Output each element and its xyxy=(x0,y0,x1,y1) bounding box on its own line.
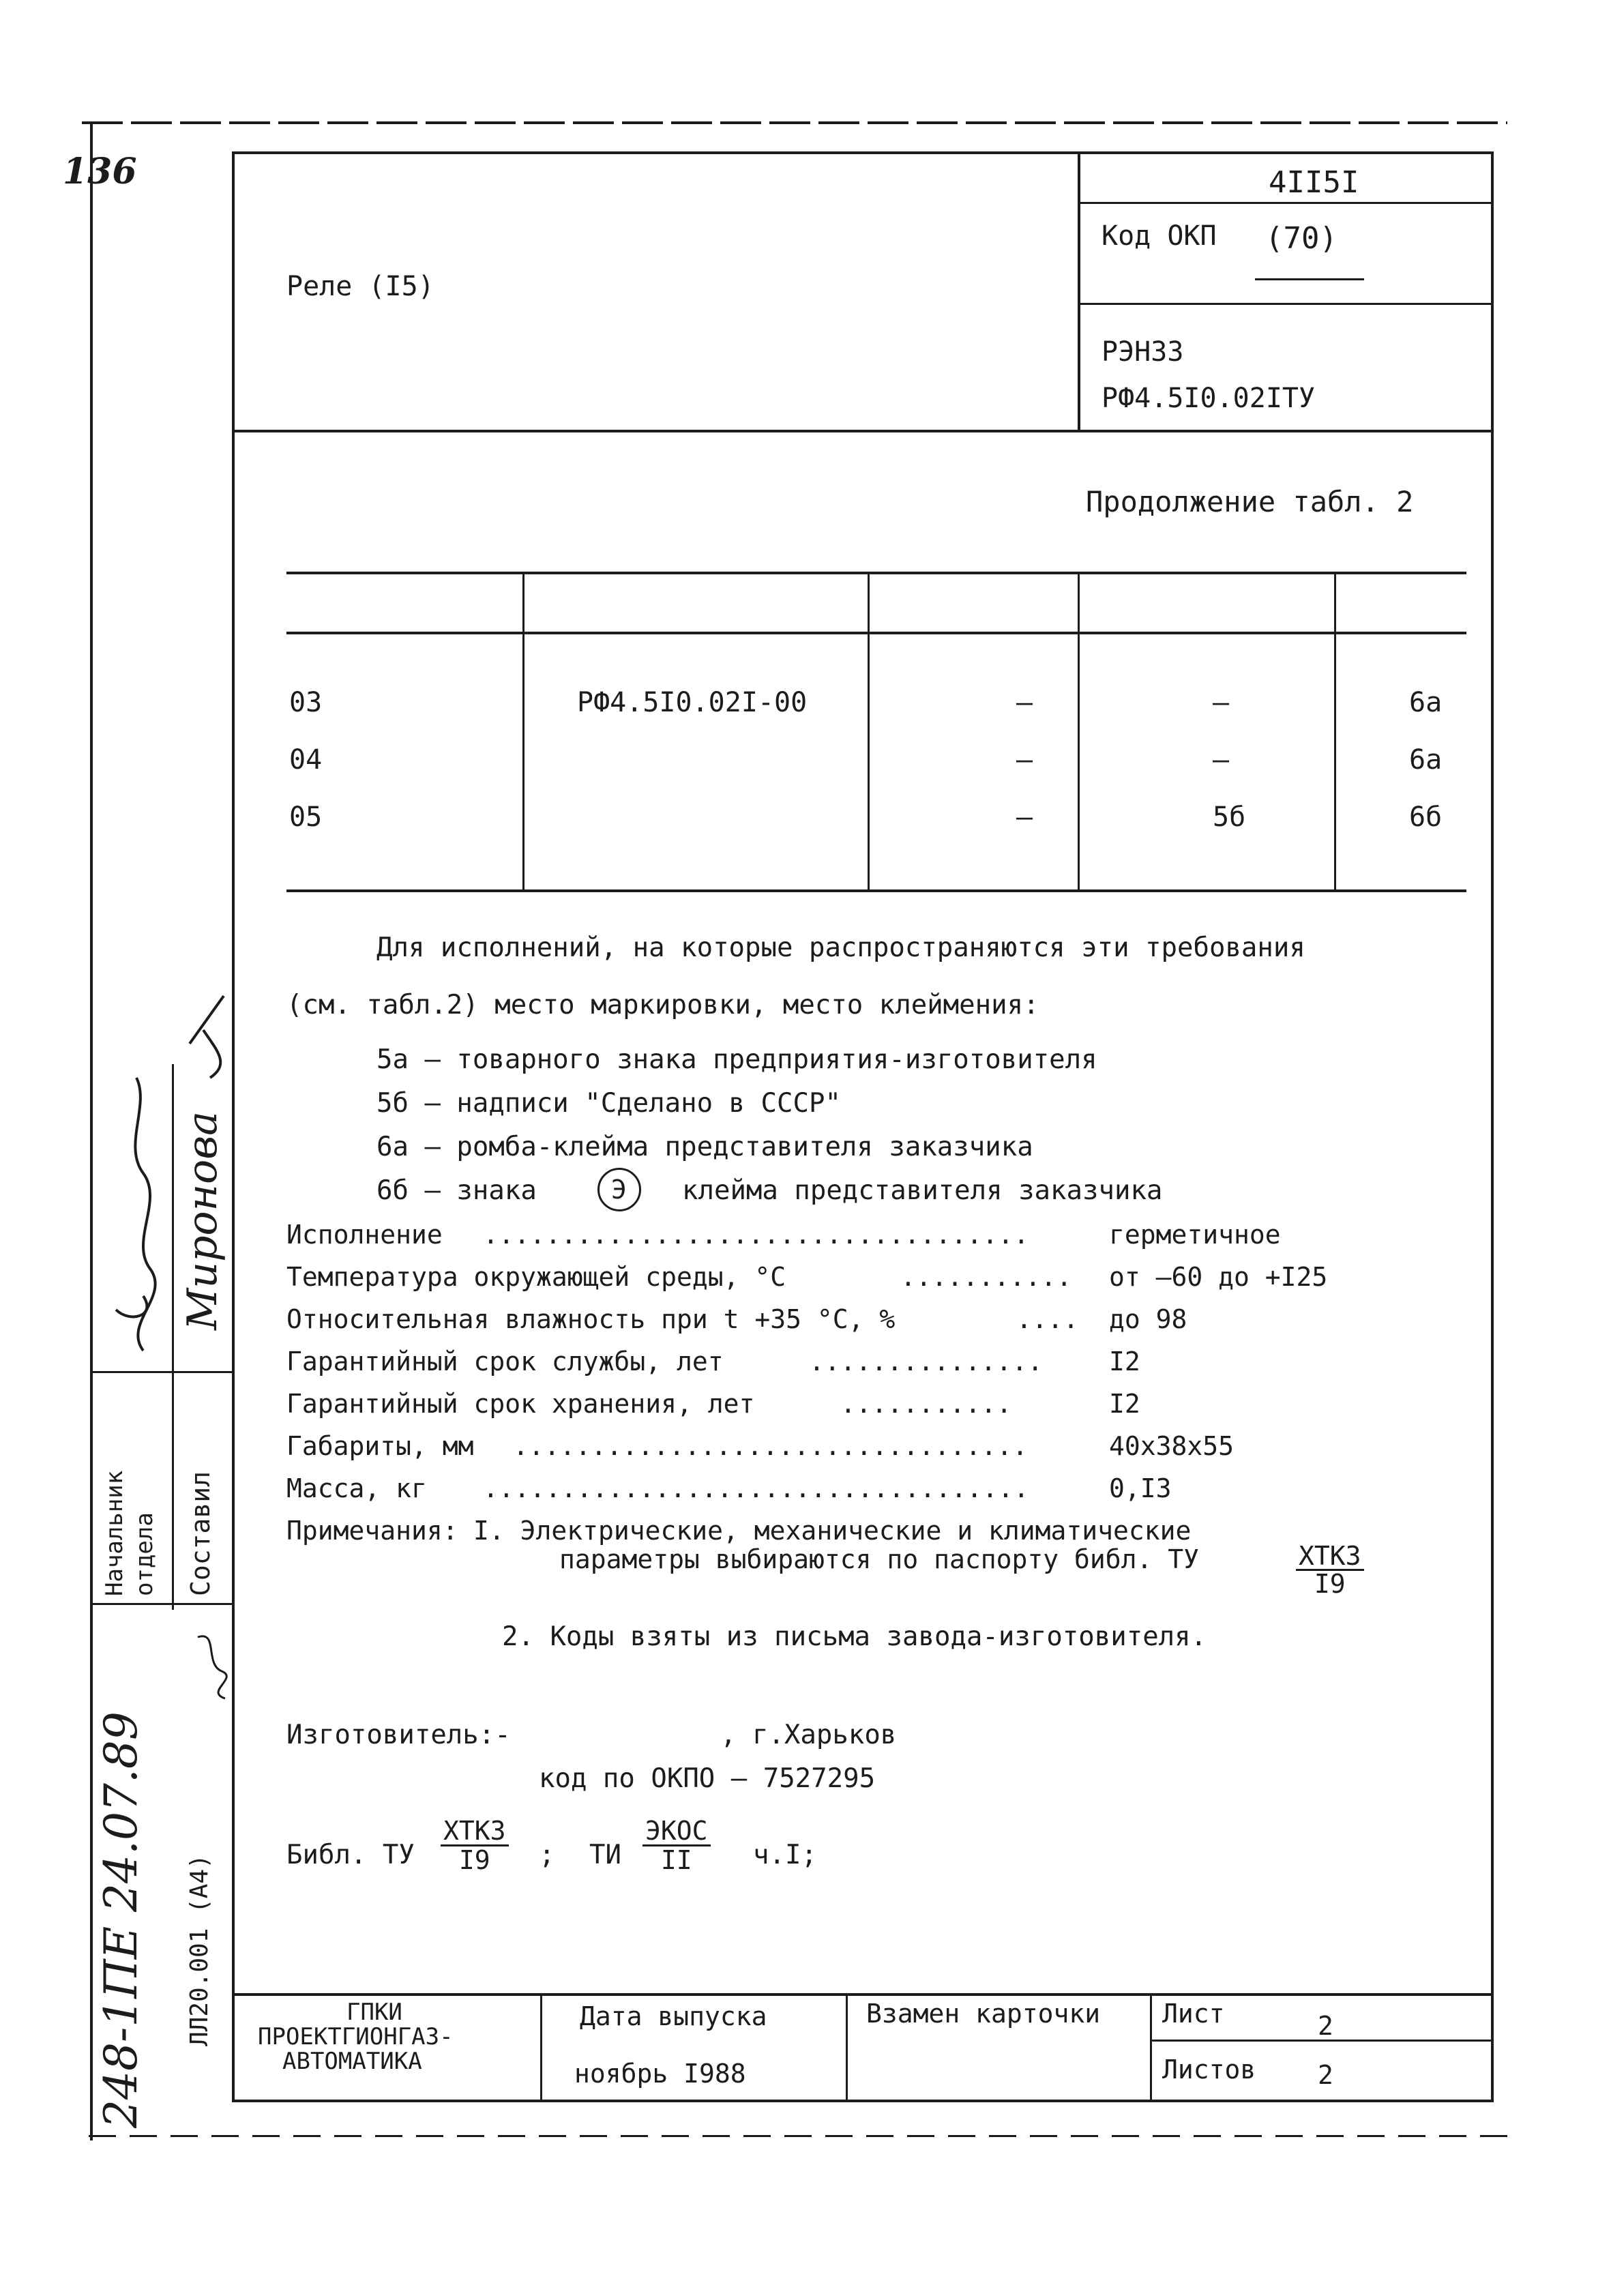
row-col5: 6а xyxy=(1409,687,1443,718)
header-code-line xyxy=(1078,202,1494,204)
fraction-numerator: ЭКОС xyxy=(642,1817,711,1846)
fraction-numerator: ХТКЗ xyxy=(441,1817,509,1846)
footer-replace-label: Взамен карточки xyxy=(866,1999,1101,2029)
note-1-line-2: параметры выбираются по паспорту библ. ТУ xyxy=(559,1544,1199,1574)
footer-org-line-2: ПРОЕКТГИОНГАЗ- xyxy=(258,2023,454,2050)
notes-label: Примечания: xyxy=(286,1516,458,1546)
mark-5a: 5а – товарного знака предприятия-изготовителя xyxy=(376,1044,1097,1075)
table-bottom-line xyxy=(286,889,1466,892)
row-col3: – xyxy=(1016,801,1033,833)
spec-value: I2 xyxy=(1109,1346,1140,1377)
left-border xyxy=(90,121,93,2140)
spec-label: Гарантийный срок службы, лет xyxy=(286,1346,724,1377)
spec-label: Габариты, мм xyxy=(286,1431,474,1461)
spec-value: герметичное xyxy=(1109,1220,1281,1250)
footer-issue-value: ноябрь I988 xyxy=(574,2059,746,2089)
side-chief-label: Начальник отдела xyxy=(101,1470,158,1596)
header-type: РЭН33 xyxy=(1102,336,1184,368)
fraction-numerator: ХТКЗ xyxy=(1296,1543,1364,1571)
row-variant: 03 xyxy=(289,687,323,718)
note-2: 2. Коды взяты из письма завода-изготовителя. xyxy=(502,1621,1207,1652)
header-code: 4II5I xyxy=(1269,165,1359,200)
header-okp-line xyxy=(1078,303,1494,305)
top-dashed-border xyxy=(82,121,1507,124)
manufacturer-okpo: код по ОКПО – 7527295 xyxy=(539,1763,876,1794)
row-variant: 05 xyxy=(289,801,323,833)
footer-sheet-label: Лист xyxy=(1162,1999,1225,2029)
spec-label: Гарантийный срок хранения, лет xyxy=(286,1389,755,1419)
initials-signature xyxy=(191,1623,232,1705)
footer-divider-3 xyxy=(1150,1993,1152,2102)
table-caption: Продолжение табл. 2 xyxy=(1086,485,1414,518)
spec-value: до 98 xyxy=(1109,1304,1187,1334)
bibl-ti-fraction xyxy=(642,1817,711,1874)
side-stamp-divider xyxy=(172,1064,174,1610)
okp-underline xyxy=(1255,278,1364,280)
footer-org-line-3: АВТОМАТИКА xyxy=(282,2048,422,2075)
row-col3: – xyxy=(1016,744,1033,776)
side-compiler-signature: Миронова xyxy=(179,1111,226,1330)
footer-sheet-value: 2 xyxy=(1318,2011,1333,2041)
footer-issue-label: Дата выпуска xyxy=(580,2001,767,2031)
spec-value: 0,I3 xyxy=(1109,1473,1172,1503)
note-1-fraction xyxy=(1296,1543,1364,1597)
table-col-divider-2 xyxy=(868,573,870,889)
spec-label: Относительная влажность при t +35 °С, % xyxy=(286,1304,896,1334)
row-col4: – xyxy=(1213,744,1230,776)
spec-label: Исполнение xyxy=(286,1220,443,1250)
spec-dots: ........... xyxy=(840,1389,1012,1419)
mark-6b-suffix: клейма представителя заказчика xyxy=(682,1175,1163,1206)
manufacturer-city: , г.Харьков xyxy=(720,1720,897,1750)
footer-top-line xyxy=(232,1993,1494,1996)
row-col3: – xyxy=(1016,687,1033,718)
row-col4: – xyxy=(1213,687,1230,718)
intro-line-2: (см. табл.2) место маркировки, место клеймения: xyxy=(286,990,1039,1020)
fraction-denominator: I9 xyxy=(458,1845,490,1875)
row-designation: РФ4.5I0.02I-00 xyxy=(577,687,808,718)
mark-5b: 5б – надписи "Сделано в СССР" xyxy=(376,1088,841,1119)
bibl-part: ч.I; xyxy=(753,1840,817,1870)
spec-dots: ................................. xyxy=(513,1431,1028,1461)
side-stamp-line-2 xyxy=(91,1603,232,1605)
footer-sheets-value: 2 xyxy=(1318,2060,1333,2090)
okp-value: (70) xyxy=(1265,221,1337,256)
header-spec: РФ4.5I0.02IТУ xyxy=(1102,383,1316,414)
table-col-divider-4 xyxy=(1334,573,1336,889)
footer-divider-2 xyxy=(846,1993,848,2102)
manufacturer-label: Изготовитель:- xyxy=(286,1720,511,1750)
fraction-denominator: I9 xyxy=(1314,1569,1346,1599)
bibl-prefix: Библ. ТУ xyxy=(286,1840,415,1870)
bibl-ti-label: ТИ xyxy=(589,1840,621,1870)
side-compiler-label: Составил xyxy=(186,1471,216,1596)
mark-6a: 6а – ромба-клейма представителя заказчика xyxy=(376,1132,1033,1162)
table-col-divider-3 xyxy=(1078,573,1080,889)
table-top-line xyxy=(286,572,1466,574)
side-registration: 248-1ПЕ 24.07.89 xyxy=(95,1711,147,2128)
bottom-dashed-border xyxy=(89,2135,1507,2137)
mark-6b-prefix: 6б – знака xyxy=(376,1175,537,1206)
intro-line-1: Для исполнений, на которые распространяются эти требования xyxy=(376,932,1305,963)
side-form-code: ЛЛ20.001 (А4) xyxy=(186,1854,213,2046)
spec-dots: ................................... xyxy=(483,1473,1029,1503)
card-frame xyxy=(232,151,1494,2102)
spec-value: I2 xyxy=(1109,1389,1140,1419)
row-col4: 5б xyxy=(1213,801,1246,833)
spec-value: от –60 до +I25 xyxy=(1109,1262,1328,1292)
spec-dots: ................................... xyxy=(483,1220,1029,1250)
note-1-line-1: I. Электрические, механические и климатические xyxy=(473,1516,1192,1546)
spec-label: Температура окружающей среды, °С xyxy=(286,1262,786,1292)
row-variant: 04 xyxy=(289,744,323,776)
fraction-denominator: II xyxy=(660,1845,692,1875)
spec-label: Масса, кг xyxy=(286,1473,427,1503)
okp-label: Код ОКП xyxy=(1102,220,1217,252)
header-divider xyxy=(1078,151,1080,431)
compiler-signature-flourish xyxy=(176,989,237,1085)
table-col-divider-1 xyxy=(522,573,524,889)
table-header-line xyxy=(286,632,1466,634)
spec-dots: .... xyxy=(1016,1304,1079,1334)
spec-value: 40х38х55 xyxy=(1109,1431,1235,1461)
bibl-separator: ; xyxy=(539,1840,555,1870)
footer-divider-1 xyxy=(540,1993,542,2102)
spec-dots: ........... xyxy=(900,1262,1072,1292)
quality-mark-symbol: Э xyxy=(611,1175,627,1205)
row-col5: 6а xyxy=(1409,744,1443,776)
header-title: Реле (I5) xyxy=(286,271,434,302)
footer-sheets-label: Листов xyxy=(1162,2055,1256,2085)
chief-signature xyxy=(95,1064,171,1364)
side-stamp-line xyxy=(91,1371,232,1373)
spec-dots: ............... xyxy=(809,1346,1044,1377)
bibl-tu-fraction xyxy=(441,1817,509,1874)
footer-org-line-1: ГПКИ xyxy=(346,1999,402,2026)
row-col5: 6б xyxy=(1409,801,1443,833)
page-number: 136 xyxy=(63,151,137,192)
header-bottom-line xyxy=(232,430,1494,432)
